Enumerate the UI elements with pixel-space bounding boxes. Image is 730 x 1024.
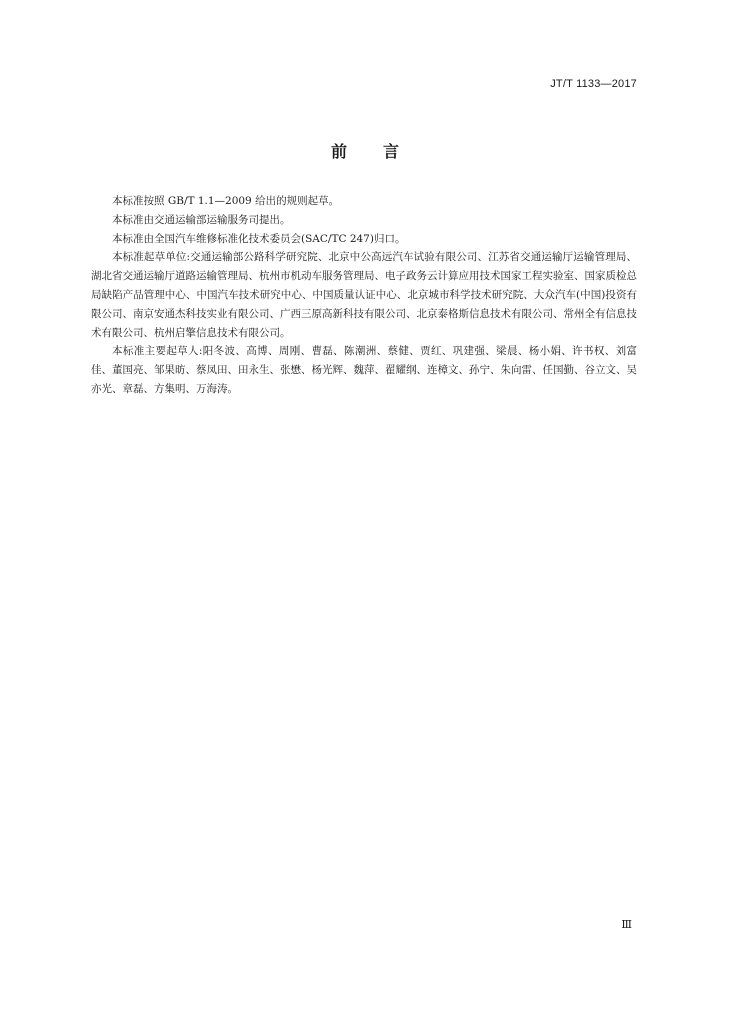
page-title: 前言 <box>330 142 435 161</box>
paragraph-proposed-by: 本标准由交通运输部运输服务司提出。 <box>112 213 291 226</box>
paragraph-centralized-by: 本标准由全国汽车维修标准化技术委员会(SAC/TC 247)归口。 <box>112 232 406 245</box>
document-body <box>91 192 637 399</box>
standard-number: JT/T 1133—2017 <box>550 78 637 90</box>
paragraph-drafting-units: 本标准起草单位:交通运输部公路科学研究院、北京中公高远汽车试验有限公司、江苏省交通运输厅运输管理局、湖北省交通运输厅道路运输管理局、杭州市机动车服务管理局、电子政务云计算应用技术国家工程实验室、国家质检总局缺陷产品管理中心、中国汽车技术研究中心、中国质量认证中心、北京城市科学技术研究院、大众汽车(中国)投资有限公司、南京安通杰科技实业有限公司、广西三原高新科技有限公司、北京泰格斯信息技术有限公司、常州全有信息技术有限公司、杭州启擎信息技术有限公司。 <box>91 251 637 339</box>
page-number: Ⅲ <box>621 918 632 931</box>
paragraph-main-drafters: 本标准主要起草人:阳冬波、高博、周刚、曹磊、陈潮洲、蔡健、贾红、巩建强、梁晨、杨小娟、许书权、刘富佳、董国亮、邹果昉、蔡凤田、田永生、张懋、杨光辉、魏萍、翟耀纲、连樟文、孙宁、朱向雷、任国勤、谷立文、吴亦光、章磊、方集明、万海涛。 <box>91 345 637 395</box>
paragraph-drafting-rules: 本标准按照 GB/T 1.1—2009 给出的规则起草。 <box>112 195 340 207</box>
